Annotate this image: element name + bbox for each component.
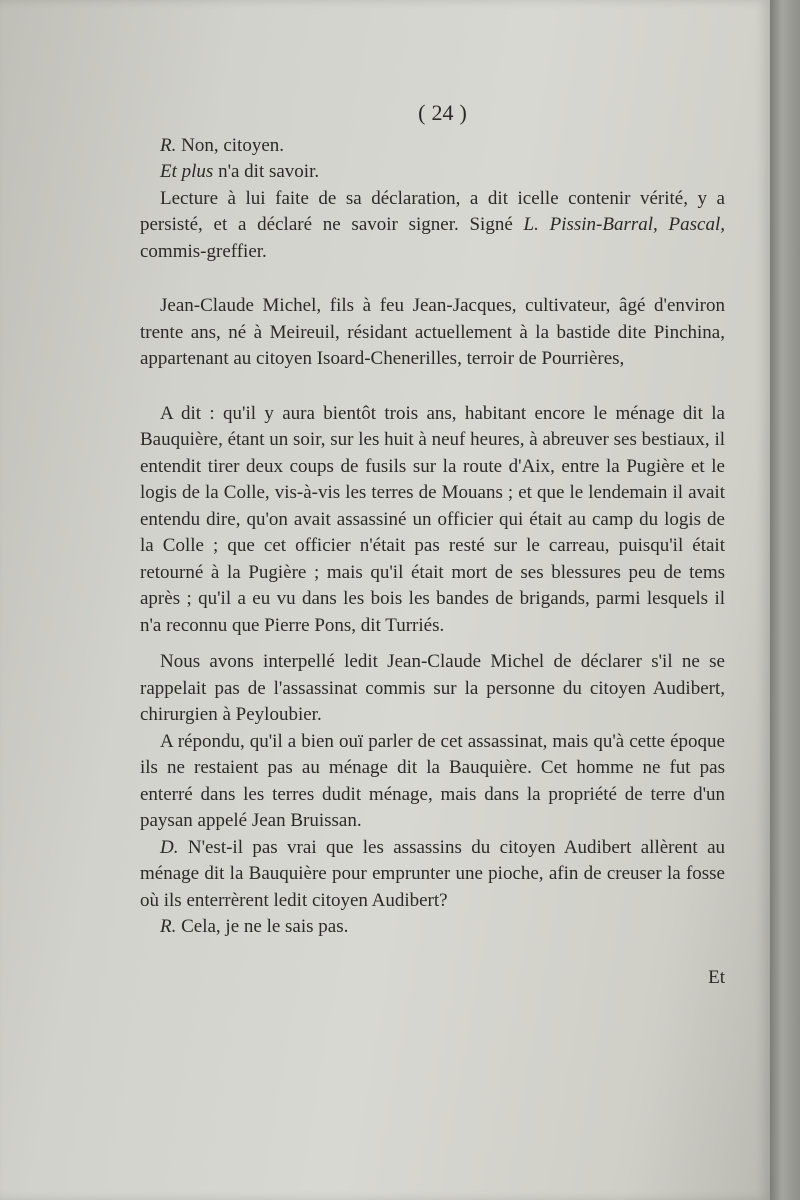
reply: A répondu, qu'il a bien ouï parler de cet assassinat, mais qu'à cette époque ils ne restaient pas au ménage dit la Bauquière. Cet homme ne fut pas enterré dans les terres dudit ménage, mais dans la propriété de terre d'un paysan appelé Jean Bruissan.	[140, 730, 725, 831]
final-answer-text: Cela, je ne le sais pas.	[181, 916, 349, 937]
signature-paragraph	[140, 186, 725, 266]
question-prefix: D.	[160, 836, 179, 858]
closing-prefix: Et plus	[160, 161, 214, 182]
closing-text: n'a dit savoir.	[218, 161, 320, 182]
final-answer	[140, 914, 725, 941]
answer-line-1	[140, 133, 725, 160]
page-edge	[770, 0, 800, 1200]
testimony: A dit : qu'il y aura bientôt trois ans, habitant encore le ménage dit la Bauquière, étant un soir, sur les huit à neuf heures, à abreuver ses bestiaux, il entendit tirer deux coups de fusils sur la route d'Aix, entre la Pugière et le logis de la Colle, vis-à-vis les terres de Mouans ; et que le lendemain il avait entendu dire, qu'on avait assassiné un officier qui était au camp du logis de la Colle ; que cet officier n'était pas resté sur le carreau, puisqu'il était retourné à la Pugière ; mais qu'il était mort de ses blessures peu de tems après ; qu'il a eu vu dans les bois les bandes de brigands, parmi lesquels il n'a reconnu que Pierre Pons, dit Turriés.	[140, 402, 725, 636]
witness-intro: Jean-Claude Michel, fils à feu Jean-Jacques, cultivateur, âgé d'environ trente ans, né à Meireuil, résidant actuellement à la bastide dite Pinchina, appartenant au citoyen Isoard-Chenerilles, terroir de Pourrières,	[140, 295, 725, 369]
final-answer-prefix: R.	[160, 916, 177, 937]
page-number: ( 24 )	[140, 100, 725, 127]
answer-text: Non, citoyen.	[181, 134, 285, 156]
clerk-title: commis-greffier.	[140, 240, 267, 262]
catchword: Et	[708, 966, 725, 988]
signers: L. Pissin-Barral, Pascal,	[523, 214, 726, 235]
question	[140, 835, 725, 915]
reading-text: Lecture à lui faite de sa déclaration, a dit icelle contenir vérité, y a persisté, et a déclaré ne savoir signer. Signé	[140, 187, 725, 235]
closing-line	[140, 159, 725, 186]
question-text: N'est-il pas vrai que les assassins du citoyen Audibert allèrent au ménage dit la Bauquière pour emprunter une pioche, afin de creuser la fosse où ils enterrèrent ledit citoyen Audibert?	[140, 836, 726, 911]
page-text	[140, 100, 725, 991]
answer-prefix: R.	[160, 134, 177, 156]
interpellation: Nous avons interpellé ledit Jean-Claude Michel de déclarer s'il ne se rappelait pas de l'assassinat commis sur la personne du citoyen Audibert, chirurgien à Peyloubier.	[140, 651, 725, 725]
